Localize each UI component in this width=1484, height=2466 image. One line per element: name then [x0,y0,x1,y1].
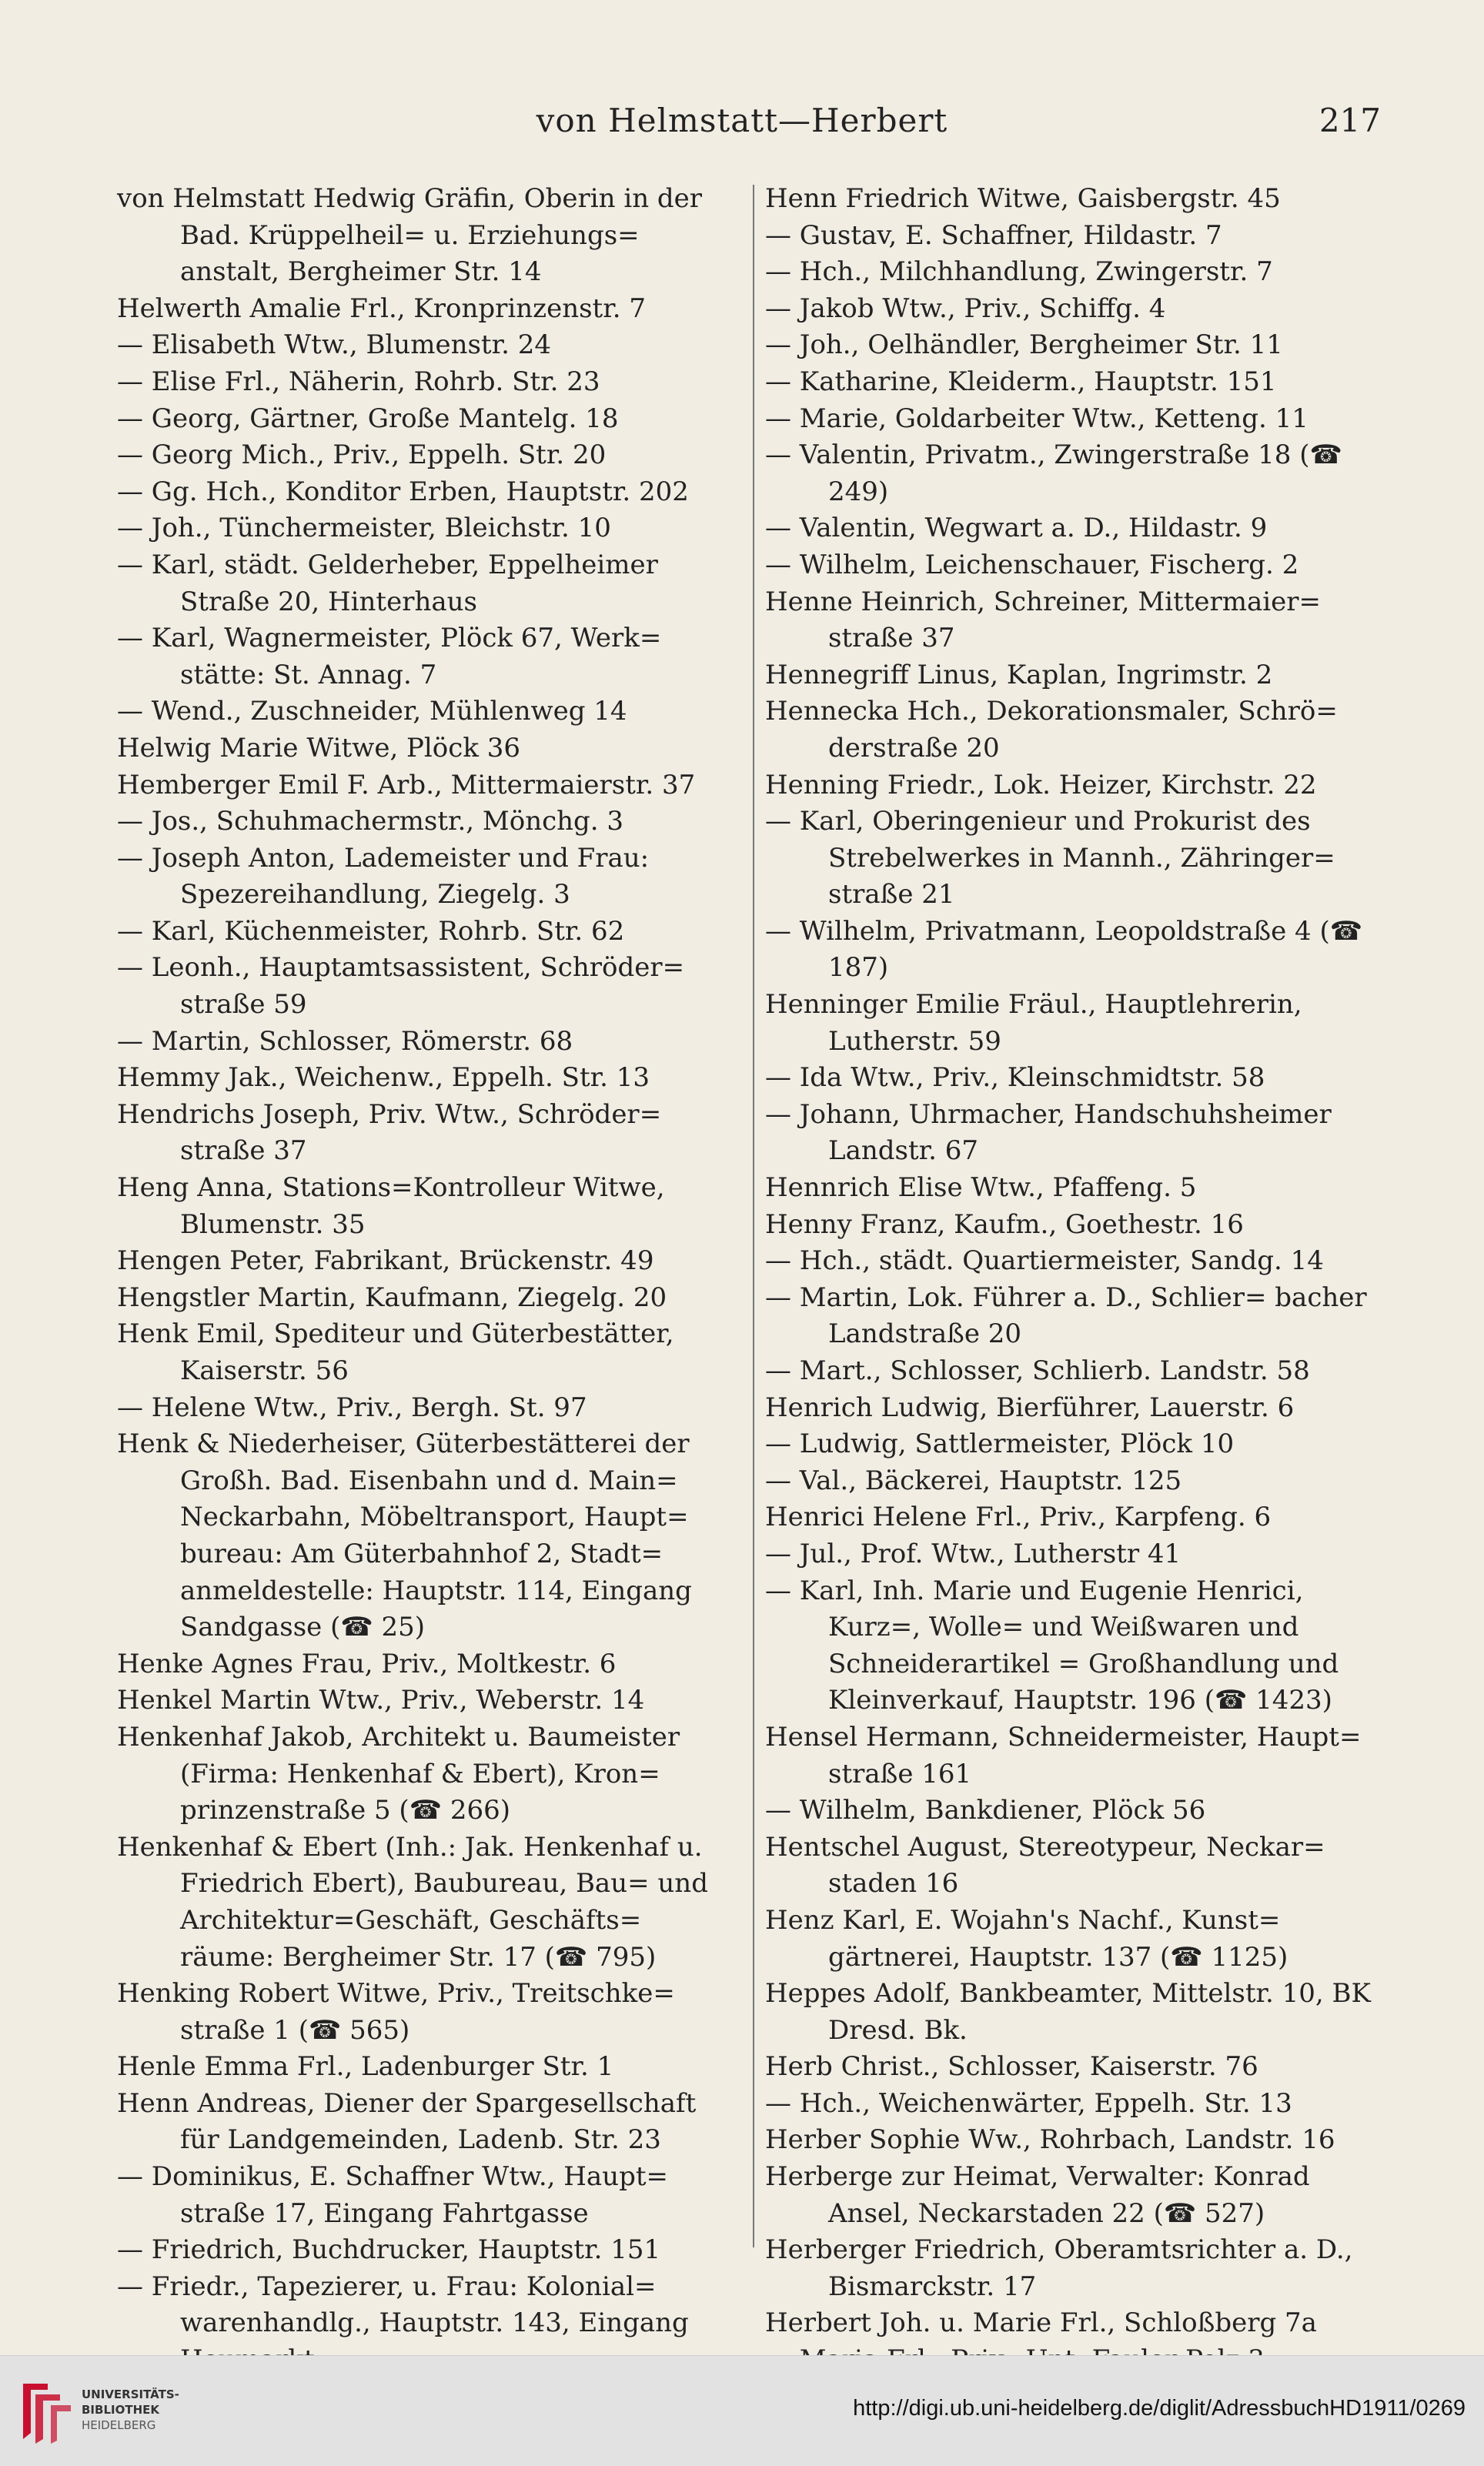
directory-entry: — Wilhelm, Privatmann, Leopoldstraße 4 (☎ 187) [765,915,1363,984]
page-title: von Helmstatt—Herbert [536,102,948,139]
directory-entry: — Wilhelm, Bankdiener, Plöck 56 [765,1795,1206,1826]
directory-entry: — Karl, Oberingenieur und Prokurist des Strebelwerkes in Mannh., Zähringer= straße 21 [765,806,1335,911]
directory-entry: Hennecka Hch., Dekorationsmaler, Schrö= derstraße 20 [765,696,1338,764]
directory-entry: — Elisabeth Wtw., Blumenstr. 24 [117,329,551,361]
directory-entry: Henking Robert Witwe, Priv., Treitschke= straße 1 (☎ 565) [117,1978,675,2046]
logo-line-1: UNIVERSITÄTS- [82,2387,179,2401]
directory-entry: Henk Emil, Spediteur und Güterbestätter, Kaiserstr. 56 [117,1318,674,1386]
directory-entry: Henk & Niederheiser, Güterbestätterei der Großh. Bad. Eisenbahn und d. Main= Neckarbahn, Möbeltransport, Haupt= bureau: Am Güterbahnhof 2, Stadt= anmeldestelle: Hauptstr. 114, Eingang Sandgasse (☎ 25) [117,1428,692,1643]
directory-entry: Henrici Helene Frl., Priv., Karpfeng. 6 [765,1502,1272,1533]
directory-entry: Hennegriff Linus, Kaplan, Ingrimstr. 2 [765,659,1273,690]
directory-entry: — Helene Wtw., Priv., Bergh. St. 97 [117,1392,587,1423]
library-logo-text [82,2387,179,2433]
directory-entry: — Joh., Tünchermeister, Bleichstr. 10 [117,513,611,544]
directory-entry: Henne Heinrich, Schreiner, Mittermaier= straße 37 [765,586,1321,654]
directory-entry: — Hch., Milchhandlung, Zwingerstr. 7 [765,256,1273,288]
directory-entry: Helwig Marie Witwe, Plöck 36 [117,732,520,764]
directory-entry: Henke Agnes Frau, Priv., Moltkestr. 6 [117,1648,617,1679]
directory-entry: Henz Karl, E. Wojahn's Nachf., Kunst= gärtnerei, Hauptstr. 137 (☎ 1125) [765,1904,1288,1973]
directory-entry: Henninger Emilie Fräul., Hauptlehrerin, Lutherstr. 59 [765,989,1302,1057]
column-divider [753,185,754,2247]
directory-entry: Heppes Adolf, Bankbeamter, Mittelstr. 10, BK Dresd. Bk. [765,1978,1371,2046]
directory-entry: Henny Franz, Kaufm., Goethestr. 16 [765,1208,1244,1240]
directory-entry: — Joh., Oelhändler, Bergheimer Str. 11 [765,329,1283,361]
directory-entry: — Jos., Schuhmachermstr., Mönchg. 3 [117,806,624,837]
directory-entry: von Helmstatt Hedwig Gräfin, Oberin in der Bad. Krüppelheil= u. Erziehungs= anstalt, Bergheimer Str. 14 [117,183,703,288]
directory-entry: — Jakob Wtw., Priv., Schiffg. 4 [765,292,1166,324]
directory-entry: — Friedrich, Buchdrucker, Hauptstr. 151 [117,2234,661,2266]
directory-entry: — Martin, Lok. Führer a. D., Schlier= bacher Landstraße 20 [765,1281,1367,1350]
directory-entry: Herberge zur Heimat, Verwalter: Konrad Ansel, Neckarstaden 22 (☎ 527) [765,2161,1310,2229]
directory-entry: — Wilhelm, Leichenschauer, Fischerg. 2 [765,549,1299,580]
directory-entry: Herb Christ., Schlosser, Kaiserstr. 76 [765,2051,1258,2083]
directory-entry: — Johann, Uhrmacher, Handschuhsheimer Landstr. 67 [765,1098,1332,1167]
directory-entry: Hemmy Jak., Weichenw., Eppelh. Str. 13 [117,1062,650,1094]
directory-entry: — Ida Wtw., Priv., Kleinschmidtstr. 58 [765,1062,1265,1094]
running-head [0,99,1484,145]
directory-entry: Helwerth Amalie Frl., Kronprinzenstr. 7 [117,292,646,324]
directory-entry: — Joseph Anton, Lademeister und Frau: Spezereihandlung, Ziegelg. 3 [117,842,650,911]
directory-entry: — Gustav, E. Schaffner, Hildastr. 7 [765,219,1222,251]
directory-entry: Hendrichs Joseph, Priv. Wtw., Schröder= straße 37 [117,1098,662,1167]
directory-entry: — Jul., Prof. Wtw., Lutherstr 41 [765,1538,1182,1569]
directory-entry: Hengen Peter, Fabrikant, Brückenstr. 49 [117,1245,654,1277]
directory-entry: — Marie, Goldarbeiter Wtw., Ketteng. 11 [765,403,1309,434]
directory-entry: — Karl, Küchenmeister, Rohrb. Str. 62 [117,915,625,947]
directory-entry: — Friedr., Tapezierer, u. Frau: Kolonial= warenhandlg., Hauptstr. 143, Eingang [117,2271,689,2339]
right-column [765,181,1389,2379]
library-logo-icon [17,2379,75,2444]
directory-entry: — Karl, städt. Gelderheber, Eppelheimer Straße 20, Hinterhaus [117,549,658,617]
left-column [117,181,740,2379]
directory-entry: — Karl, Wagnermeister, Plöck 67, Werk= stätte: St. Annag. 7 [117,623,662,690]
directory-entry: — Ludwig, Sattlermeister, Plöck 10 [765,1428,1235,1460]
directory-entry: — Elise Frl., Näherin, Rohrb. Str. 23 [117,366,600,397]
directory-entry: Hemberger Emil F. Arb., Mittermaierstr. 37 [117,769,696,800]
directory-entry: Henle Emma Frl., Ladenburger Str. 1 [117,2051,614,2083]
directory-entry: Henkel Martin Wtw., Priv., Weberstr. 14 [117,1685,645,1716]
directory-entry: Hentschel August, Stereotypeur, Neckar= staden 16 [765,1831,1325,1900]
directory-entry: — Dominikus, E. Schaffner Wtw., Haupt= straße 17, Eingang Fahrtgasse [117,2161,668,2229]
directory-entry: Herbert Joh. u. Marie Frl., Schloßberg 7a [765,2307,1317,2339]
page-number: 217 [1319,102,1381,139]
directory-entry: Henn Andreas, Diener der Spargesellschaft für Landgemeinden, Ladenb. Str. 23 [117,2087,697,2156]
directory-entry: — Leonh., Hauptamtsassistent, Schröder= straße 59 [117,952,685,1021]
directory-entry: Henkenhaf & Ebert (Inh.: Jak. Henkenhaf u. Friedrich Ebert), Baubureau, Bau= und Architektur=Geschäft, Geschäfts= räume: Bergheimer Str. 17 (☎ 795) [117,1831,708,1973]
directory-entry: — Valentin, Privatm., Zwingerstraße 18 (☎ 249) [765,439,1342,507]
directory-entry: — Val., Bäckerei, Hauptstr. 125 [765,1465,1182,1496]
directory-entry: — Georg Mich., Priv., Eppelh. Str. 20 [117,439,607,471]
logo-line-3: HEIDELBERG [82,2418,156,2432]
source-url-link[interactable]: http://digi.ub.uni-heidelberg.de/diglit/AdressbuchHD1911/0269 [853,2396,1466,2421]
directory-entry: — Hch., Weichenwärter, Eppelh. Str. 13 [765,2087,1292,2119]
directory-entry: — Martin, Schlosser, Römerstr. 68 [117,1025,573,1057]
directory-entry: — Georg, Gärtner, Große Mantelg. 18 [117,403,619,434]
directory-entry: Henn Friedrich Witwe, Gaisbergstr. 45 [765,183,1281,214]
directory-entry: Herber Sophie Ww., Rohrbach, Landstr. 16 [765,2124,1335,2156]
directory-entry: Herberger Friedrich, Oberamtsrichter a. D., Bismarckstr. 17 [765,2234,1353,2302]
directory-entry: Hengstler Martin, Kaufmann, Ziegelg. 20 [117,1281,667,1313]
directory-entry: Henning Friedr., Lok. Heizer, Kirchstr. 22 [765,769,1317,800]
directory-entry: — Mart., Schlosser, Schlierb. Landstr. 58 [765,1355,1310,1386]
directory-entry: Heng Anna, Stations=Kontrolleur Witwe, Blumenstr. 35 [117,1172,665,1240]
directory-entry: — Karl, Inh. Marie und Eugenie Henrici, Kurz=, Wolle= und Weißwaren und Schneiderartikel = Großhandlung und Kleinverkauf, Hauptstr. 196 (☎ 1423) [765,1575,1339,1716]
directory-entry: — Katharine, Kleiderm., Hauptstr. 151 [765,366,1277,397]
directory-entry: Henkenhaf Jakob, Architekt u. Baumeister (Firma: Henkenhaf & Ebert), Kron= prinzenstraße 5 (☎ 266) [117,1721,680,1826]
footer-bar [0,2355,1484,2466]
directory-entry: Henrich Ludwig, Bierführer, Lauerstr. 6 [765,1392,1295,1423]
directory-entry: — Valentin, Wegwart a. D., Hildastr. 9 [765,513,1268,544]
directory-entry: — Gg. Hch., Konditor Erben, Hauptstr. 202 [117,476,689,507]
directory-entry: Hennrich Elise Wtw., Pfaffeng. 5 [765,1172,1197,1204]
directory-entry: Hensel Hermann, Schneidermeister, Haupt= straße 161 [765,1721,1362,1789]
directory-entry: — Wend., Zuschneider, Mühlenweg 14 [117,696,627,727]
logo-line-2: BIBLIOTHEK [82,2403,159,2417]
directory-entry: — Hch., städt. Quartiermeister, Sandg. 14 [765,1245,1324,1277]
